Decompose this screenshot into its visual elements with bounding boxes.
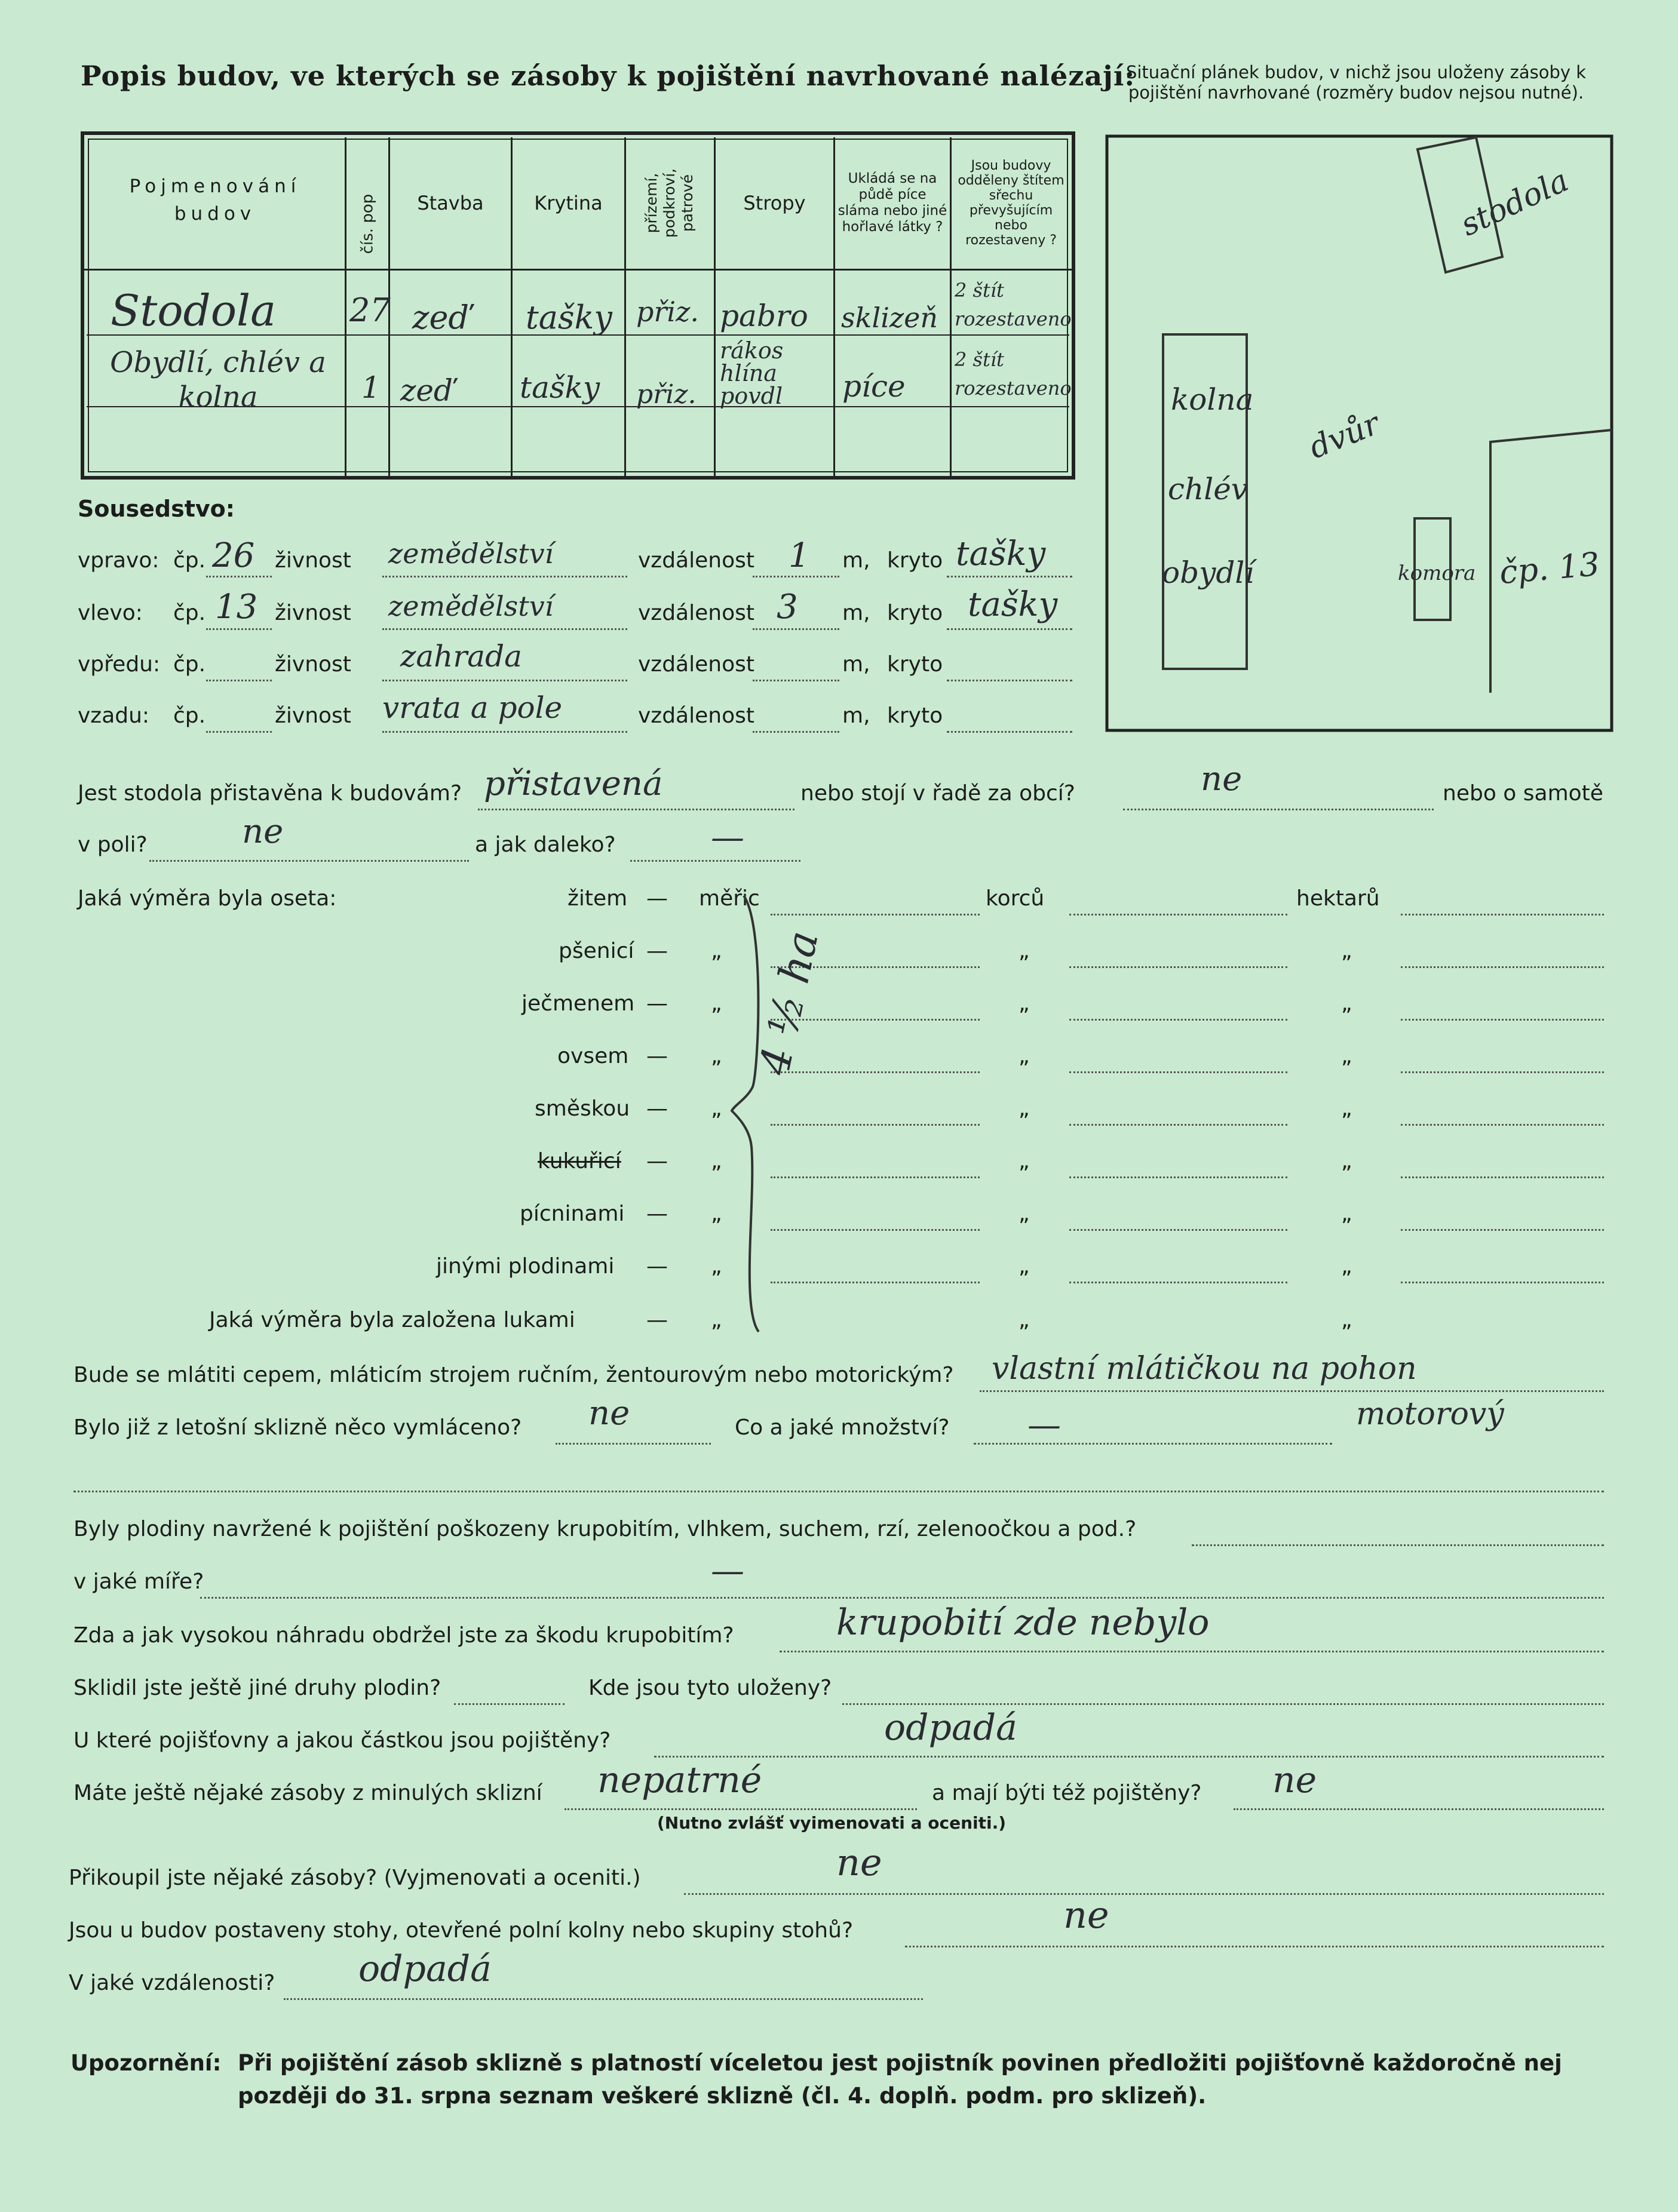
plan-label-cp13: čp. 13	[1498, 545, 1602, 592]
a-vymlaceno: ne	[588, 1394, 630, 1433]
plan-label-chliv: chlév	[1168, 472, 1248, 506]
table-row-2-stropy: rákos hlína povdl	[720, 337, 784, 409]
plan-label-obydli: obydlí	[1162, 555, 1254, 590]
q-poskozeny: Byly plodiny navržené k pojištění poškozeny krupobitím, vlhkem, suchem, rzí, zelenoočkou a pod.?	[73, 1517, 1137, 1541]
col-header-cis: čís. pop	[358, 193, 377, 254]
neighbor-zivnost: vrata a pole	[382, 690, 563, 725]
q-jine-plodiny: Sklidil jste ještě jiné druhy plodin?	[73, 1676, 441, 1700]
col-header-stavba: Stavba	[417, 192, 484, 214]
col-header-ukladani: Ukládá se na půdě píce sláma nebo jiné hořlavé látky ?	[838, 171, 947, 235]
q-stodola-pristavena: Jest stodola přistavěna k budovám?	[78, 781, 462, 806]
neighbors-title: Sousedstvo:	[78, 496, 235, 522]
q-vzdalenost: V jaké vzdálenosti?	[69, 1971, 275, 1995]
neighbor-zivnost: zemědělství	[388, 590, 554, 622]
note-oceniti: (Nutno zvlášť vyimenovati a oceniti.)	[657, 1813, 1007, 1833]
table-row-2-oddeleny: 2 štít rozestaveno	[955, 348, 1072, 400]
table-row-2-ukladani: píce	[842, 369, 906, 404]
q-minule-sklizne: Máte ještě nějaké zásoby z minulých sklizní	[73, 1781, 542, 1805]
plan-label-komora: komora	[1398, 561, 1476, 585]
table-row-1-stropy: pabro	[720, 299, 808, 333]
col-header-name: Pojmenování budov	[129, 176, 301, 225]
a-stohy: ne	[1063, 1893, 1109, 1937]
neighbor-label: vzadu:	[78, 703, 150, 728]
plan-label-kolna: kolna	[1171, 382, 1254, 417]
col-header-oddeleny: Jsou budovy odděleny štítem sřechu převyšujícím nebo rozestaveny ?	[958, 158, 1065, 248]
table-row-1-cis: 27	[349, 291, 391, 329]
crop-label: pšenicí	[559, 939, 634, 963]
neighbor-kryto: tašky	[956, 534, 1046, 573]
neighbor-vzdalenost: 1	[789, 536, 810, 575]
neighbor-label: vpředu:	[78, 652, 161, 677]
col-header-patra: přízemí, podkroví, patrové	[643, 168, 696, 238]
plan-label-stodola: stodola	[1455, 162, 1574, 244]
q-prikoupil: Přikoupil jste nějaké zásoby? (Vyjmenovati a oceniti.)	[69, 1866, 641, 1890]
a-vzdalenost: odpadá	[358, 1948, 492, 1990]
warning-label: Upozornění:	[70, 2050, 222, 2076]
plan-caption: Situační plánek budov, v nichž jsou uloženy zásoby k pojištění navrhované (rozměry budov nejsou nutné).	[1125, 62, 1587, 103]
table-row-1-stavba: zeď	[412, 299, 469, 336]
page-title: Popis budov, ve kterých se zásoby k pojištění navrhované nalézají:	[81, 60, 1136, 92]
crop-label: kukuřicí	[538, 1149, 621, 1173]
neighbor-zivnost: zahrada	[400, 639, 522, 674]
q-nahrada: Zda a jak vysokou náhradu obdržel jste za škodu krupobitím?	[73, 1623, 734, 1648]
a-pojistovna: odpadá	[884, 1707, 1017, 1749]
q-vymlaceno: Bylo již z letošní sklizně něco vymláceno?	[73, 1415, 522, 1440]
a-nahrada: krupobití zde nebylo	[836, 1602, 1210, 1643]
neighbor-label: vlevo:	[78, 601, 143, 625]
a-mnozstvi: —	[1027, 1406, 1061, 1445]
table-row-1-ukladani: sklizeň	[841, 302, 938, 334]
a-prikoupil: ne	[836, 1841, 882, 1884]
warning-text-2: později do 31. srpna seznam veškeré sklizně (čl. 4. doplň. podm. pro sklizeň).	[238, 2083, 1207, 2109]
a-mira: —	[711, 1552, 744, 1590]
plan-label-dvur: dvůr	[1304, 405, 1385, 466]
crop-label: žitem	[567, 886, 628, 911]
a-mlaceni: vlastní mlátičkou na pohon	[992, 1351, 1417, 1387]
crop-label: jinými plodinami	[436, 1254, 615, 1279]
crop-label: ječmenem	[522, 991, 635, 1016]
table-row-2-name: Obydlí, chlév a kolna	[110, 346, 326, 414]
col-header-stropy: Stropy	[743, 192, 806, 214]
a-stodola-daleko: —	[711, 818, 744, 857]
a-mlaceni-line2: motorový	[1356, 1396, 1504, 1432]
table-row-2-patra: přiz.	[636, 379, 697, 410]
neighbor-cp: 13	[215, 588, 258, 626]
acreage-note: 4 ½ ha	[750, 926, 828, 1080]
table-row-1-oddeleny: 2 štít rozestaveno	[955, 279, 1072, 330]
crop-label: ovsem	[557, 1044, 629, 1068]
q-stohy: Jsou u budov postaveny stohy, otevřené polní kolny nebo skupiny stohů?	[69, 1918, 854, 1943]
a-stodola-rada: ne	[1201, 760, 1243, 798]
neighbor-vzdalenost: 3	[777, 588, 798, 626]
table-row-1-patra: přiz.	[636, 296, 700, 328]
col-header-krytina: Krytina	[534, 192, 603, 214]
table-row-2-cis: 1	[361, 370, 381, 405]
acreage-title: Jaká výměra byla oseta:	[78, 886, 337, 911]
neighbor-kryto: tašky	[968, 585, 1058, 624]
q-mlaceni: Bude se mlátiti cepem, mláticím strojem ručním, žentourovým nebo motorickým?	[73, 1363, 954, 1387]
a-pojisteny: ne	[1272, 1759, 1317, 1801]
table-row-1-krytina: tašky	[526, 299, 612, 336]
q-pojistovna: U které pojišťovny a jakou částkou jsou pojištěny?	[73, 1728, 611, 1753]
a-stodola-pristavena: přistavená	[484, 764, 663, 803]
neighbor-zivnost: zemědělství	[388, 537, 554, 570]
crop-label: pícninami	[520, 1202, 625, 1226]
table-row-1-name: Stodola	[111, 285, 276, 336]
neighbor-label: vpravo:	[78, 548, 159, 573]
crop-label: Jaká výměra byla založena lukami	[209, 1308, 575, 1332]
crop-label: směskou	[535, 1096, 630, 1121]
a-stodola-samote: ne	[242, 812, 284, 851]
table-row-2-stavba: zeď	[400, 373, 453, 408]
a-minule-sklizne: nepatrné	[597, 1759, 762, 1801]
table-row-2-krytina: tašky	[520, 370, 600, 405]
neighbor-cp: 26	[212, 536, 255, 575]
q-mira: v jaké míře?	[73, 1569, 204, 1594]
warning-text-1: Při pojištění zásob sklizně s platností víceletou jest pojistník povinen předložiti pojišťovně každoročně nej	[238, 2050, 1562, 2076]
